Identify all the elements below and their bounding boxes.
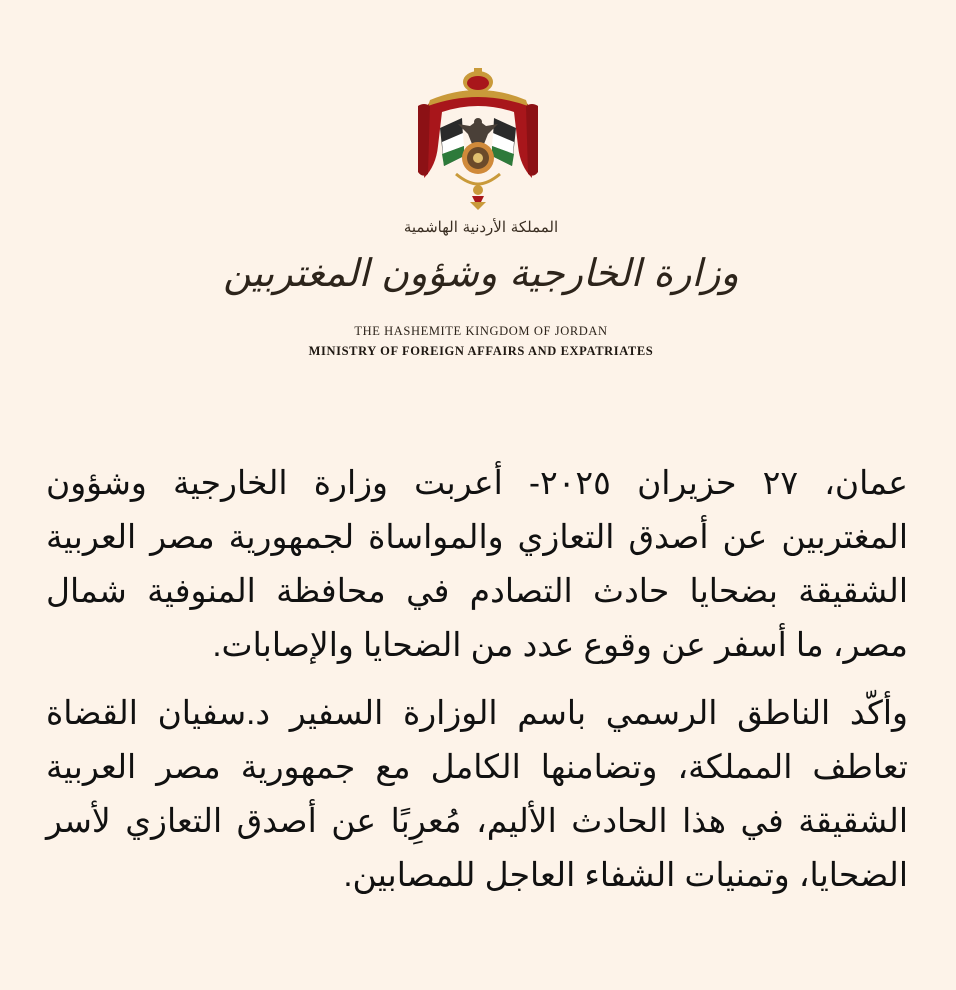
paragraph-2: وأكّد الناطق الرسمي باسم الوزارة السفير د.سفيان القضاة تعاطف المملكة، وتضامنها الكامل مع جمهورية مصر العربية الشقيقة في هذا الحادث الأليم، مُعرِبًا عن أصدق التعازي لأسر الضحايا، وتمنيات الشفاء العاجل للمصابين. (46, 694, 908, 893)
arabic-kingdom-title: المملكة الأردنية الهاشمية (403, 218, 559, 236)
jordan-coat-of-arms-icon (410, 66, 546, 212)
arabic-ministry-title: وزارة الخارجية وشؤون المغتربين (223, 251, 739, 295)
paragraph-1: عمان، ٢٧ حزيران ٢٠٢٥- أعربت وزارة الخارجية وشؤون المغتربين عن أصدق التعازي والمواساة لجمهورية مصر العربية الشقيقة بضحايا حادث التصادم في محافظة المنوفية شمال مصر، ما أسفر عن وقوع عدد من الضحايا والإصابات. (46, 464, 908, 663)
english-kingdom-title: THE HASHEMITE KINGDOM OF JORDAN (354, 324, 608, 338)
english-ministry-title: MINISTRY OF FOREIGN AFFAIRS AND EXPATRIATES (308, 344, 654, 358)
press-release-body (46, 456, 908, 902)
